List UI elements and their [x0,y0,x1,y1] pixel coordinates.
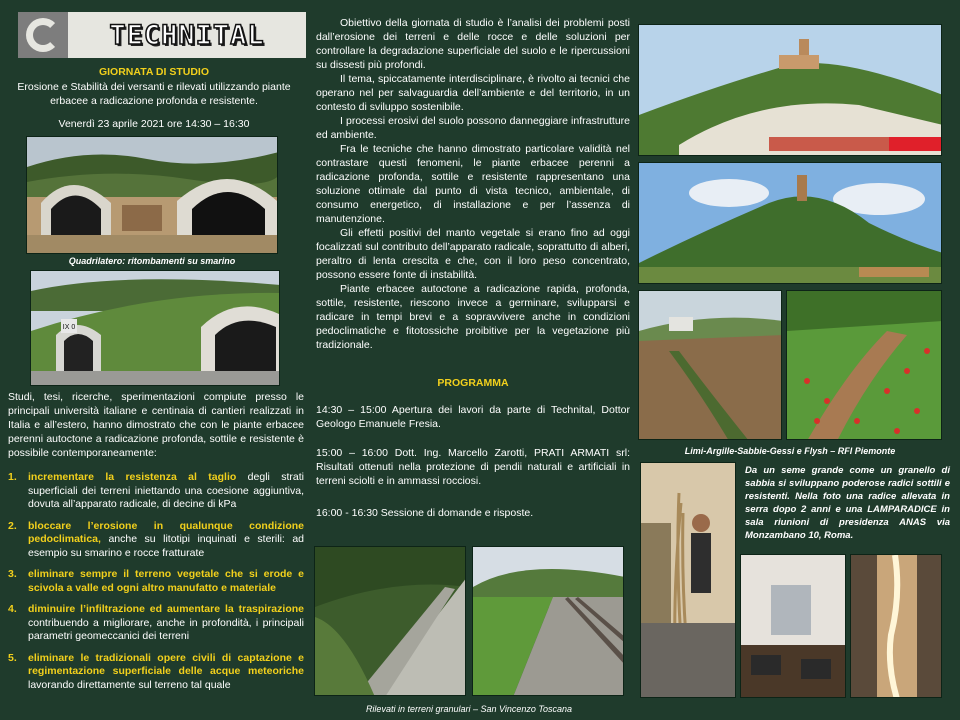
photo-hill-village-1 [638,24,942,156]
photo-hill-village-2 [638,162,942,284]
photo-railway-embankment [472,546,624,696]
programma-item: 14:30 – 15:00 Apertura dei lavori da parte di Technital, Dottor Geologo Emanuele Fresia. [316,404,630,430]
intro-paragraph: Gli effetti positivi del manto vegetale si erano fino ad oggi focalizzati sul contributo dell’apparato radicale, soprattutto di alberi, peraltro di lenta crescita e che, con il loro peso concentrato, possono essere fonte di instabilità. [316,227,630,281]
photo-slope-road [314,546,466,696]
studies-text: Studi, tesi, ricerche, sperimentazioni compiute presso le principali università italiane e centinaia di cantieri realizzati in Italia e all’estero, hanno dimostrato che con le piante erbacee perenni autoctone a radicazione profonda, sottile e resistente è possibile contemporaneamente: [8,391,304,459]
photo-root-lamp [850,554,942,698]
photo-meeting-room [740,554,846,698]
programma-item: 16:00 - 16:30 Sessione di domande e risposte. [316,507,534,519]
technital-logo [18,12,306,58]
logo-mark-icon [18,12,68,58]
photo-slope-erosion [638,290,782,440]
list-item: 2. bloccare l’erosione in qualunque condizione pedoclimatica, anche su litotipi inquinati e sterili: ad esempio su smarino e rocce fratturate [8,519,304,559]
intro-paragraph: Il tema, spiccatamente interdisciplinare, è rivolto ai tecnici che operano nel per salvaguardia dell’ambiente e del territorio, in un contesto di sviluppo sostenibile. [316,73,630,113]
event-subtitle: Erosione e Stabilità dei versanti e rilevati utilizzando piante erbacee a radicazione profonda e resistente. [17,81,291,107]
benefits-list [8,471,304,700]
tunnel-sign-text: IX 0 [62,324,76,331]
list-item: 1. incrementare la resistenza al taglio degli strati superficiali dei terreni iniettando una coesione aggiuntiva, dovuta all’apparato radicale, di decine di kPa [8,471,304,510]
photo-root-specimen [640,462,736,698]
list-item: 5. eliminare le tradizionali opere civili di captazione e regimentazione superficiale delle acque meteoriche lavorando direttamente sul terreno tal quale [8,651,304,691]
event-title: GIORNATA DI STUDIO [98,66,210,78]
intro-paragraph: I processi erosivi del suolo possono danneggiare infrastrutture ed ambiente. [316,115,630,141]
programma-item: 15:00 – 16:00 Dott. Ing. Marcello Zarotti, PRATI ARMATI srl: Risultati ottenuti nella protezione di pendii naturali e artificiali in terreni sciolti e in ammassi rocciosi. [316,447,630,487]
logo-text: TECHNITAL [109,19,265,51]
root-quote: Da un seme grande come un granello di sabbia si sviluppano poderose radici sottili e resistenti. Nella foto una radice allevata in serra dopo 2 anni e una LAMPARADICE in sala riunioni di presidenza ANAS via Monzambano 10, Roma. [745,465,950,541]
intro-text [316,16,630,352]
list-item: 3. eliminare sempre il terreno vegetale che si erode e scivola a valle ed ogni altro manufatto e materiale [8,568,304,594]
caption-quadrilatero: Quadrilatero: ritombamenti su smarino [68,256,236,266]
photo-poppy-meadow [786,290,942,440]
intro-paragraph: Fra le tecniche che hanno dimostrato particolare validità nel contrastare questi fenomeni, le piante erbacee perenni a radicazione profonda, sottile e resistente rappresentano una soluzione ottimale dal punto di vista tecnico, ambientale, di consumo energetico, di installazione e per l’assenza di manutenzione. [316,143,630,225]
intro-paragraph: Obiettivo della giornata di studio è l’analisi dei problemi posti dall’erosione dei terreni e delle rocce e delle soluzioni per controllare la degradazione superficiale del suolo e le ripercussioni su dissesti più profondi. [316,17,630,71]
event-date: Venerdì 23 aprile 2021 ore 14:30 – 16:30 [58,118,250,130]
photo-tunnel-construction [26,136,278,254]
programma-title: PROGRAMMA [437,377,509,389]
caption-toscana: Rilevati in terreni granulari – San Vincenzo Toscana [365,704,573,714]
caption-piemonte: Limi-Argille-Sabbie-Gessi e Flysh – RFI Piemonte [684,446,896,456]
list-item: 4. diminuire l’infiltrazione ed aumentare la traspirazione contribuendo a migliorare, anche in profondità, i principali parametri geomeccanici dei terreni [8,603,304,642]
photo-tunnel-finished [30,270,280,386]
intro-paragraph: Piante erbacee autoctone a radicazione rapida, profonda, sottile, resistente, riescono invece a germinare, svilupparsi e radicare in tempi brevi e a sopravvivere anche in condizioni pedoclimatiche e fitotossiche proibitive per la vegetazione più tradizionale. [316,283,630,351]
